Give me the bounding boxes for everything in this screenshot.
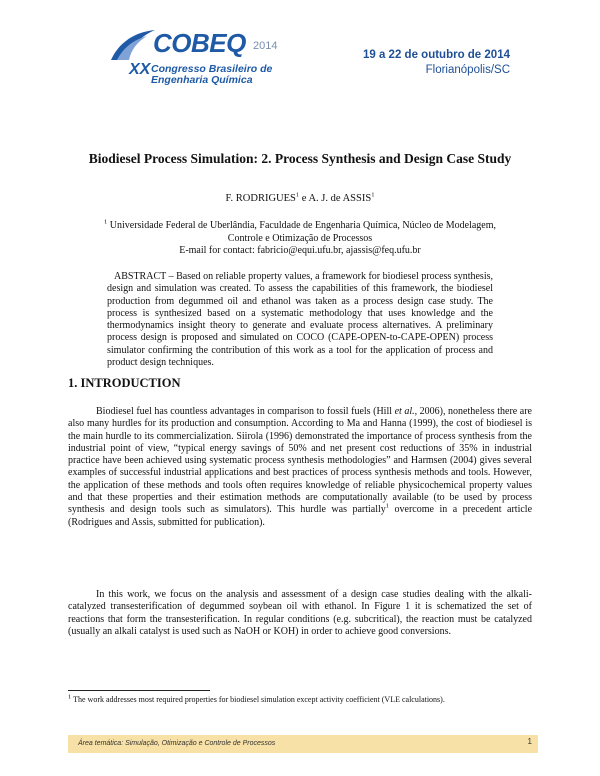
footer-subject-area: Área temática: Simulação, Otimização e Controle de Processos	[78, 740, 276, 747]
author-name: F. RODRIGUES	[225, 193, 296, 204]
contact-email: E-mail for contact: fabricio@equi.ufu.br, ajassis@feq.ufu.br	[179, 245, 421, 256]
logo-subtitle-line1: Congresso Brasileiro de	[151, 63, 273, 75]
abstract: ABSTRACT – Based on reliable property values, a framework for biodiesel process synthesis, design and simulation was created. To assess the capabilities of this framework, the biodiesel production from degummed oil and ethanol was taken as a process design case study. The process is synthesized based on a systematic methodology that uses knowledge and the thermodynamics insight theory to generate and evaluate process alternatives. A preliminary process design is proposed and simulated on COCO (CAPE-OPEN-to-CAPE-OPEN) process simulator confirming the contribution of this work as a tool for the application of process and product design techniques.	[107, 271, 493, 369]
page-header	[0, 0, 600, 104]
event-date: 19 a 22 de outubro de 2014	[362, 49, 510, 61]
footnote	[68, 695, 538, 705]
citation-etal: et al.,	[394, 406, 418, 417]
footnote-divider	[68, 690, 210, 691]
affiliation-marker: 1	[295, 191, 300, 199]
author-name: e A. J. de ASSIS	[299, 193, 372, 204]
footnote-marker: 1	[68, 693, 72, 701]
section-heading: 1. INTRODUCTION	[68, 376, 181, 390]
paragraph-text: 2006), nonetheless there are also many hurdles for its production and consumption. According to Ma and Hanna (1999), the cost of biodiesel is the main hurdle to its commercialization. Siirola (1996) demonstrated the importance of process synthesis from the industrial point of view, “typical energy savings of 50% and net present cost reductions of 35% in industrial practice have been achieved using systematic process synthesis methodologies” and Harmsen (2004) gives several examples of successful industrial applications and best practices of process synthesis methods and tools. However, the application of these methods and tools often requires knowledge of reliable physicochemical property values and that these properties and their estimation methods are computationally available (to be used by process synthesis and design tools such as simulators). This hurdle was partially	[68, 406, 532, 516]
paper-title: Biodiesel Process Simulation: 2. Process Synthesis and Design Case Study	[88, 151, 512, 166]
affiliation-text: Universidade Federal de Uberlândia, Faculdade de Engenharia Química, Núcleo de Modelagem,	[107, 220, 496, 231]
page-footer	[68, 735, 538, 753]
affiliation-line: Controle e Otimização de Processos	[227, 232, 373, 244]
logo-subtitle-line2: Engenharia Química	[151, 74, 253, 86]
footnote-text: The work addresses most required properties for biodiesel simulation except activity coefficient (VLE calculations).	[71, 695, 445, 704]
affiliation-marker: 1	[104, 218, 108, 226]
logo-title: COBEQ	[153, 28, 246, 58]
body-paragraph: In this work, we focus on the analysis and assessment of a design case studies dealing with the alkali-catalyzed transesterification of degummed soybean oil with ethanol. In Figure 1 it is schematized the set of reactions that form the transesterification. In regular conditions (e.g. subcritical), the reaction must be catalyzed (usually an alkali catalyst is used such as NaOH or KOH) in order to achieve good conversions.	[68, 589, 532, 637]
author-list	[50, 192, 550, 205]
paragraph-text: Biodiesel fuel has countless advantages in comparison to fossil fuels (Hill	[96, 406, 395, 417]
page-number: 1	[527, 737, 532, 746]
footnote-marker: 1	[385, 503, 390, 511]
affiliation	[70, 220, 530, 258]
cobeq-logo	[105, 26, 285, 98]
affiliation-marker: 1	[371, 191, 375, 199]
affiliation-line	[70, 220, 530, 233]
logo-roman-numeral: XX	[129, 61, 151, 78]
logo-year: 2014	[253, 40, 278, 52]
event-location: Florianópolis/SC	[425, 64, 510, 76]
body-paragraph	[68, 406, 532, 529]
paragraph-text: overcome in a precedent article (Rodrigues and Assis, submitted for publication).	[68, 504, 533, 528]
